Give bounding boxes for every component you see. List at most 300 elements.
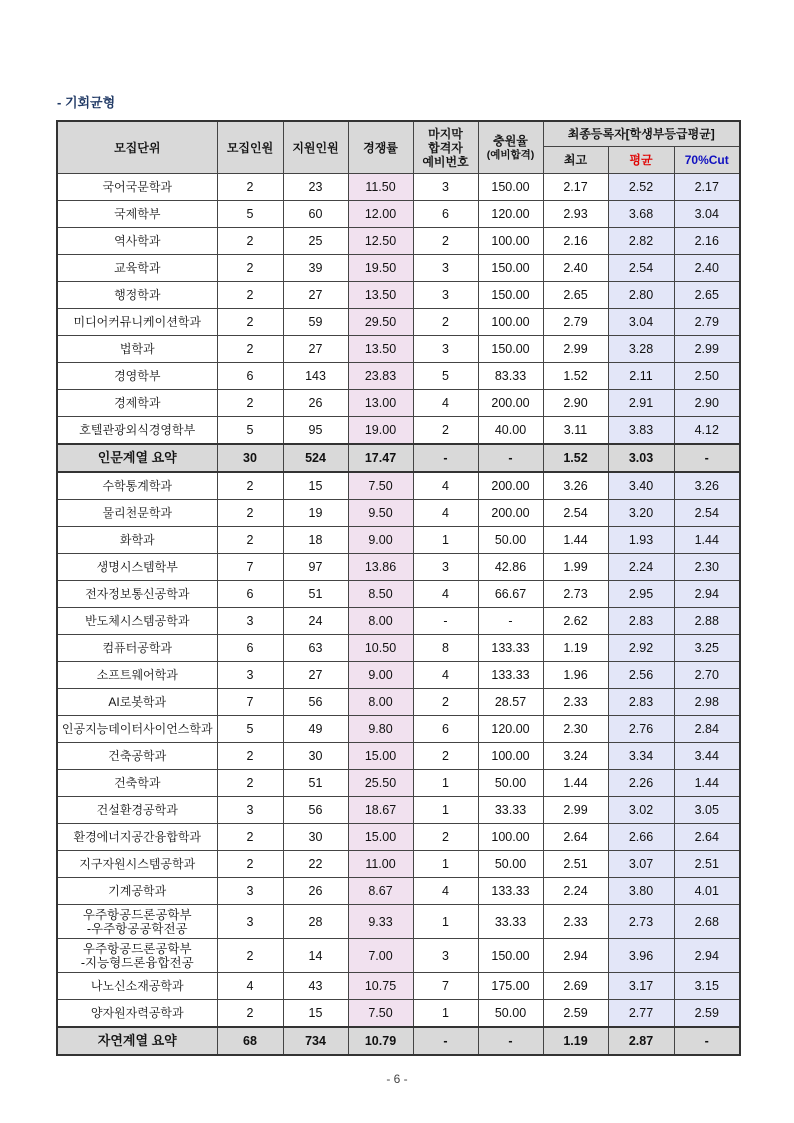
cell-ratio: 9.80 [348, 716, 413, 743]
cell-best: 1.52 [543, 444, 608, 472]
cell-fill: 66.67 [478, 581, 543, 608]
cell-ratio: 9.50 [348, 500, 413, 527]
cell-quota: 2 [217, 255, 283, 282]
cell-avg: 3.03 [608, 444, 674, 472]
cell-waitlist: 4 [413, 390, 478, 417]
header-last-waitlist-line2: 합격자 [428, 140, 463, 155]
cell-waitlist: 1 [413, 851, 478, 878]
table-row [57, 282, 740, 309]
cell-best: 2.40 [543, 255, 608, 282]
cell-avg: 1.93 [608, 527, 674, 554]
cell-best: 2.93 [543, 201, 608, 228]
unit-name-line: AI로봇학과 [108, 695, 167, 709]
admission-results-table [56, 120, 741, 1056]
cell-best: 2.51 [543, 851, 608, 878]
cell-best: 2.79 [543, 309, 608, 336]
cell-quota: 68 [217, 1027, 283, 1055]
cell-cut: 2.94 [674, 939, 740, 973]
section-title: - 기회균형 [57, 95, 116, 110]
cell-quota: 30 [217, 444, 283, 472]
cell-cut: 2.68 [674, 905, 740, 939]
cell-quota: 2 [217, 336, 283, 363]
cell-waitlist: 4 [413, 500, 478, 527]
cell-cut: 2.54 [674, 500, 740, 527]
cell-unit [57, 824, 217, 851]
header-ratio: 경쟁률 [348, 121, 413, 174]
cell-fill: 28.57 [478, 689, 543, 716]
header-last-waitlist-line1: 마지막 [428, 126, 463, 141]
cell-avg: 3.83 [608, 417, 674, 445]
cell-quota: 2 [217, 500, 283, 527]
unit-name-line: 인문계열 요약 [97, 450, 177, 465]
table-row [57, 1000, 740, 1028]
cell-avg: 2.66 [608, 824, 674, 851]
cell-applicants: 59 [283, 309, 348, 336]
cell-unit [57, 527, 217, 554]
cell-ratio: 13.50 [348, 336, 413, 363]
cell-fill: 100.00 [478, 309, 543, 336]
cell-applicants: 95 [283, 417, 348, 445]
cell-ratio: 11.00 [348, 851, 413, 878]
cell-best: 2.30 [543, 716, 608, 743]
cell-best: 2.99 [543, 336, 608, 363]
page-number: - 6 - [386, 1072, 408, 1086]
cell-avg: 3.20 [608, 500, 674, 527]
cell-best: 2.33 [543, 905, 608, 939]
cell-best: 2.17 [543, 174, 608, 201]
cell-applicants: 60 [283, 201, 348, 228]
cell-applicants: 56 [283, 797, 348, 824]
table-row [57, 662, 740, 689]
table-row [57, 174, 740, 201]
unit-name-line: 국제학부 [114, 207, 161, 221]
cell-quota: 5 [217, 716, 283, 743]
cell-fill: 200.00 [478, 472, 543, 500]
cell-fill: 200.00 [478, 390, 543, 417]
cell-quota: 2 [217, 851, 283, 878]
cell-cut: 1.44 [674, 770, 740, 797]
cell-waitlist: 2 [413, 417, 478, 445]
cell-applicants: 39 [283, 255, 348, 282]
cell-quota: 2 [217, 743, 283, 770]
cell-unit [57, 1000, 217, 1028]
cell-avg: 2.77 [608, 1000, 674, 1028]
header-fill-rate-sub: (예비합격) [486, 148, 535, 161]
cell-avg: 2.52 [608, 174, 674, 201]
cell-best: 2.59 [543, 1000, 608, 1028]
cell-fill: 175.00 [478, 973, 543, 1000]
cell-ratio: 9.00 [348, 662, 413, 689]
cell-avg: 2.80 [608, 282, 674, 309]
cell-unit [57, 797, 217, 824]
unit-name-line: 우주항공드론공학부 [82, 941, 192, 956]
cell-ratio: 7.50 [348, 472, 413, 500]
cell-waitlist: 3 [413, 174, 478, 201]
summary-row [57, 444, 740, 472]
cell-avg: 3.28 [608, 336, 674, 363]
cell-quota: 2 [217, 472, 283, 500]
cell-cut: 2.88 [674, 608, 740, 635]
cell-quota: 5 [217, 417, 283, 445]
unit-name-line: 역사학과 [114, 234, 161, 248]
cell-cut: 3.04 [674, 201, 740, 228]
cell-waitlist: 4 [413, 581, 478, 608]
unit-name-line: 교육학과 [114, 261, 161, 275]
cell-avg: 2.92 [608, 635, 674, 662]
cell-unit [57, 851, 217, 878]
cell-quota: 3 [217, 662, 283, 689]
cell-unit [57, 363, 217, 390]
cell-waitlist: 3 [413, 282, 478, 309]
table-row [57, 635, 740, 662]
cell-ratio: 25.50 [348, 770, 413, 797]
cell-quota: 3 [217, 797, 283, 824]
cell-fill: 150.00 [478, 255, 543, 282]
cell-applicants: 51 [283, 581, 348, 608]
cell-avg: 2.91 [608, 390, 674, 417]
cell-ratio: 8.00 [348, 608, 413, 635]
cell-avg: 3.34 [608, 743, 674, 770]
cell-avg: 2.73 [608, 905, 674, 939]
cell-avg: 2.82 [608, 228, 674, 255]
cell-waitlist: 8 [413, 635, 478, 662]
cell-avg: 2.95 [608, 581, 674, 608]
cell-best: 1.96 [543, 662, 608, 689]
cell-applicants: 26 [283, 390, 348, 417]
cell-cut: 2.17 [674, 174, 740, 201]
cell-applicants: 51 [283, 770, 348, 797]
cell-unit [57, 336, 217, 363]
cell-waitlist: 1 [413, 527, 478, 554]
cell-quota: 2 [217, 1000, 283, 1028]
cell-ratio: 9.00 [348, 527, 413, 554]
cell-ratio: 15.00 [348, 824, 413, 851]
unit-name-line: 건축학과 [114, 776, 161, 790]
cell-ratio: 10.79 [348, 1027, 413, 1055]
cell-fill: 33.33 [478, 797, 543, 824]
cell-fill: 50.00 [478, 527, 543, 554]
cell-applicants: 24 [283, 608, 348, 635]
cell-cut: 4.01 [674, 878, 740, 905]
cell-fill: 133.33 [478, 635, 543, 662]
table-row [57, 939, 740, 973]
cell-fill: 150.00 [478, 939, 543, 973]
cell-fill: 150.00 [478, 336, 543, 363]
cell-ratio: 13.86 [348, 554, 413, 581]
cell-quota: 2 [217, 228, 283, 255]
table-row [57, 527, 740, 554]
table-row [57, 500, 740, 527]
cell-avg: 3.96 [608, 939, 674, 973]
cell-best: 1.52 [543, 363, 608, 390]
cell-fill: 120.00 [478, 201, 543, 228]
cell-applicants: 22 [283, 851, 348, 878]
cell-ratio: 8.00 [348, 689, 413, 716]
cell-quota: 3 [217, 608, 283, 635]
unit-name-line: 국어국문학과 [102, 180, 173, 194]
cell-fill: 50.00 [478, 851, 543, 878]
cell-avg: 3.07 [608, 851, 674, 878]
cell-applicants: 27 [283, 336, 348, 363]
table-row [57, 581, 740, 608]
cell-quota: 6 [217, 581, 283, 608]
cell-ratio: 12.00 [348, 201, 413, 228]
cell-unit [57, 309, 217, 336]
cell-fill: 133.33 [478, 662, 543, 689]
header-fill-rate [478, 121, 543, 174]
cell-avg: 3.04 [608, 309, 674, 336]
cell-quota: 2 [217, 770, 283, 797]
cell-fill: - [478, 444, 543, 472]
cell-cut: 4.12 [674, 417, 740, 445]
cell-avg: 2.76 [608, 716, 674, 743]
cell-fill: 133.33 [478, 878, 543, 905]
cell-quota: 6 [217, 635, 283, 662]
cell-best: 2.73 [543, 581, 608, 608]
table-row [57, 770, 740, 797]
cell-best: 2.99 [543, 797, 608, 824]
cell-ratio: 9.33 [348, 905, 413, 939]
cell-best: 2.62 [543, 608, 608, 635]
cell-best: 3.24 [543, 743, 608, 770]
cell-fill: 150.00 [478, 174, 543, 201]
table-row [57, 255, 740, 282]
cell-ratio: 13.00 [348, 390, 413, 417]
cell-quota: 7 [217, 689, 283, 716]
cell-quota: 2 [217, 174, 283, 201]
cell-waitlist: 2 [413, 309, 478, 336]
cell-unit [57, 973, 217, 1000]
unit-name-line: 나노신소재공학과 [90, 979, 184, 993]
cell-cut: - [674, 444, 740, 472]
cell-applicants: 19 [283, 500, 348, 527]
cell-best: 2.94 [543, 939, 608, 973]
unit-name-line: 수학통계학과 [102, 479, 173, 493]
cell-best: 2.54 [543, 500, 608, 527]
unit-name-line: 경영학부 [114, 369, 161, 383]
cell-quota: 2 [217, 282, 283, 309]
cell-waitlist: - [413, 1027, 478, 1055]
cell-applicants: 25 [283, 228, 348, 255]
cell-ratio: 13.50 [348, 282, 413, 309]
cell-waitlist: 5 [413, 363, 478, 390]
cell-quota: 3 [217, 878, 283, 905]
cell-applicants: 63 [283, 635, 348, 662]
unit-name-line: 환경에너지공간융합학과 [73, 830, 201, 844]
cell-unit [57, 939, 217, 973]
header-unit: 모집단위 [57, 121, 217, 174]
cell-ratio: 12.50 [348, 228, 413, 255]
cell-applicants: 49 [283, 716, 348, 743]
cell-best: 3.26 [543, 472, 608, 500]
unit-name-line: 법학과 [119, 342, 155, 356]
table-row [57, 417, 740, 445]
cell-fill: 100.00 [478, 743, 543, 770]
cell-waitlist: 4 [413, 662, 478, 689]
cell-best: 2.90 [543, 390, 608, 417]
cell-ratio: 29.50 [348, 309, 413, 336]
cell-applicants: 27 [283, 282, 348, 309]
cell-cut: 2.64 [674, 824, 740, 851]
cell-best: 1.44 [543, 770, 608, 797]
cell-avg: 3.80 [608, 878, 674, 905]
cell-ratio: 11.50 [348, 174, 413, 201]
cell-ratio: 18.67 [348, 797, 413, 824]
unit-name-line: 지구자원시스템공학과 [79, 857, 196, 871]
cell-ratio: 23.83 [348, 363, 413, 390]
cell-fill: 150.00 [478, 282, 543, 309]
cell-avg: 2.56 [608, 662, 674, 689]
cell-fill: 42.86 [478, 554, 543, 581]
cell-waitlist: 1 [413, 905, 478, 939]
cell-quota: 7 [217, 554, 283, 581]
cell-quota: 3 [217, 905, 283, 939]
cell-fill: 83.33 [478, 363, 543, 390]
cell-unit [57, 472, 217, 500]
cell-unit [57, 390, 217, 417]
unit-name-line: 호텔관광외식경영학부 [79, 423, 196, 437]
cell-avg: 2.83 [608, 689, 674, 716]
cell-best: 2.24 [543, 878, 608, 905]
table-row [57, 905, 740, 939]
cell-waitlist: 2 [413, 228, 478, 255]
cell-waitlist: 3 [413, 255, 478, 282]
cell-avg: 3.68 [608, 201, 674, 228]
cell-ratio: 10.75 [348, 973, 413, 1000]
cell-applicants: 15 [283, 1000, 348, 1028]
cell-unit [57, 716, 217, 743]
cell-quota: 5 [217, 201, 283, 228]
cell-applicants: 30 [283, 824, 348, 851]
cell-fill: 100.00 [478, 824, 543, 851]
cell-applicants: 524 [283, 444, 348, 472]
cell-unit [57, 635, 217, 662]
cell-quota: 2 [217, 309, 283, 336]
cell-best: 3.11 [543, 417, 608, 445]
cell-cut: 2.16 [674, 228, 740, 255]
unit-name-line: 전자정보통신공학과 [85, 587, 190, 601]
cell-cut: 3.44 [674, 743, 740, 770]
cell-waitlist: 1 [413, 797, 478, 824]
cell-avg: 3.40 [608, 472, 674, 500]
cell-waitlist: 6 [413, 201, 478, 228]
table-row [57, 824, 740, 851]
table-row [57, 878, 740, 905]
cell-cut: 2.40 [674, 255, 740, 282]
cell-unit [57, 282, 217, 309]
header-final-group: 최종등록자[학생부등급평균] [543, 121, 740, 147]
table-row [57, 851, 740, 878]
cell-quota: 4 [217, 973, 283, 1000]
header-fill-rate-label: 충원율 [493, 133, 528, 148]
cell-cut: 3.26 [674, 472, 740, 500]
unit-name-line: 우주항공드론공학부 [82, 907, 192, 922]
table-row [57, 472, 740, 500]
cell-ratio: 7.50 [348, 1000, 413, 1028]
header-quota: 모집인원 [217, 121, 283, 174]
header-cut70: 70%Cut [674, 147, 740, 174]
cell-cut: 3.25 [674, 635, 740, 662]
cell-cut: 2.84 [674, 716, 740, 743]
cell-waitlist: 4 [413, 472, 478, 500]
table-row [57, 689, 740, 716]
cell-unit [57, 417, 217, 445]
cell-ratio: 17.47 [348, 444, 413, 472]
unit-name-line: -지능형드론융합전공 [80, 955, 194, 970]
cell-quota: 2 [217, 824, 283, 851]
cell-applicants: 14 [283, 939, 348, 973]
cell-cut: 2.99 [674, 336, 740, 363]
unit-name-line: 컴퓨터공학과 [102, 641, 173, 655]
unit-name-line: 화학과 [119, 533, 155, 547]
cell-best: 2.16 [543, 228, 608, 255]
summary-row [57, 1027, 740, 1055]
cell-fill: 33.33 [478, 905, 543, 939]
unit-name-line: 물리천문학과 [102, 506, 173, 520]
cell-waitlist: 3 [413, 554, 478, 581]
header-last-waitlist-line3: 예비번호 [422, 154, 469, 169]
table-row [57, 363, 740, 390]
cell-applicants: 30 [283, 743, 348, 770]
cell-fill: 200.00 [478, 500, 543, 527]
cell-best: 2.64 [543, 824, 608, 851]
cell-waitlist: 3 [413, 939, 478, 973]
cell-avg: 2.54 [608, 255, 674, 282]
table-row [57, 228, 740, 255]
cell-best: 2.33 [543, 689, 608, 716]
cell-ratio: 10.50 [348, 635, 413, 662]
unit-name-line: 생명시스템학부 [96, 560, 178, 574]
cell-unit [57, 500, 217, 527]
cell-fill: 120.00 [478, 716, 543, 743]
unit-name-line: 자연계열 요약 [97, 1033, 177, 1048]
header-avg: 평균 [608, 147, 674, 174]
cell-best: 2.69 [543, 973, 608, 1000]
cell-cut: 3.05 [674, 797, 740, 824]
cell-applicants: 28 [283, 905, 348, 939]
cell-quota: 2 [217, 390, 283, 417]
unit-name-line: 기계공학과 [108, 884, 167, 898]
cell-avg: 3.17 [608, 973, 674, 1000]
cell-fill: 50.00 [478, 1000, 543, 1028]
cell-avg: 2.83 [608, 608, 674, 635]
cell-avg: 2.11 [608, 363, 674, 390]
cell-fill: - [478, 608, 543, 635]
cell-cut: 2.65 [674, 282, 740, 309]
cell-unit [57, 743, 217, 770]
cell-cut: 2.79 [674, 309, 740, 336]
cell-quota: 6 [217, 363, 283, 390]
cell-applicants: 26 [283, 878, 348, 905]
unit-name-line: 건설환경공학과 [96, 803, 178, 817]
unit-name-line: -우주항공공학전공 [86, 921, 188, 936]
cell-applicants: 27 [283, 662, 348, 689]
cell-applicants: 143 [283, 363, 348, 390]
cell-cut: 2.50 [674, 363, 740, 390]
cell-fill: 50.00 [478, 770, 543, 797]
cell-waitlist: 1 [413, 770, 478, 797]
cell-ratio: 19.00 [348, 417, 413, 445]
cell-waitlist: 2 [413, 824, 478, 851]
cell-quota: 2 [217, 939, 283, 973]
cell-unit [57, 770, 217, 797]
cell-cut: 1.44 [674, 527, 740, 554]
cell-waitlist: - [413, 444, 478, 472]
cell-unit [57, 201, 217, 228]
table-row [57, 743, 740, 770]
unit-name-line: 경제학과 [114, 396, 161, 410]
cell-unit [57, 228, 217, 255]
